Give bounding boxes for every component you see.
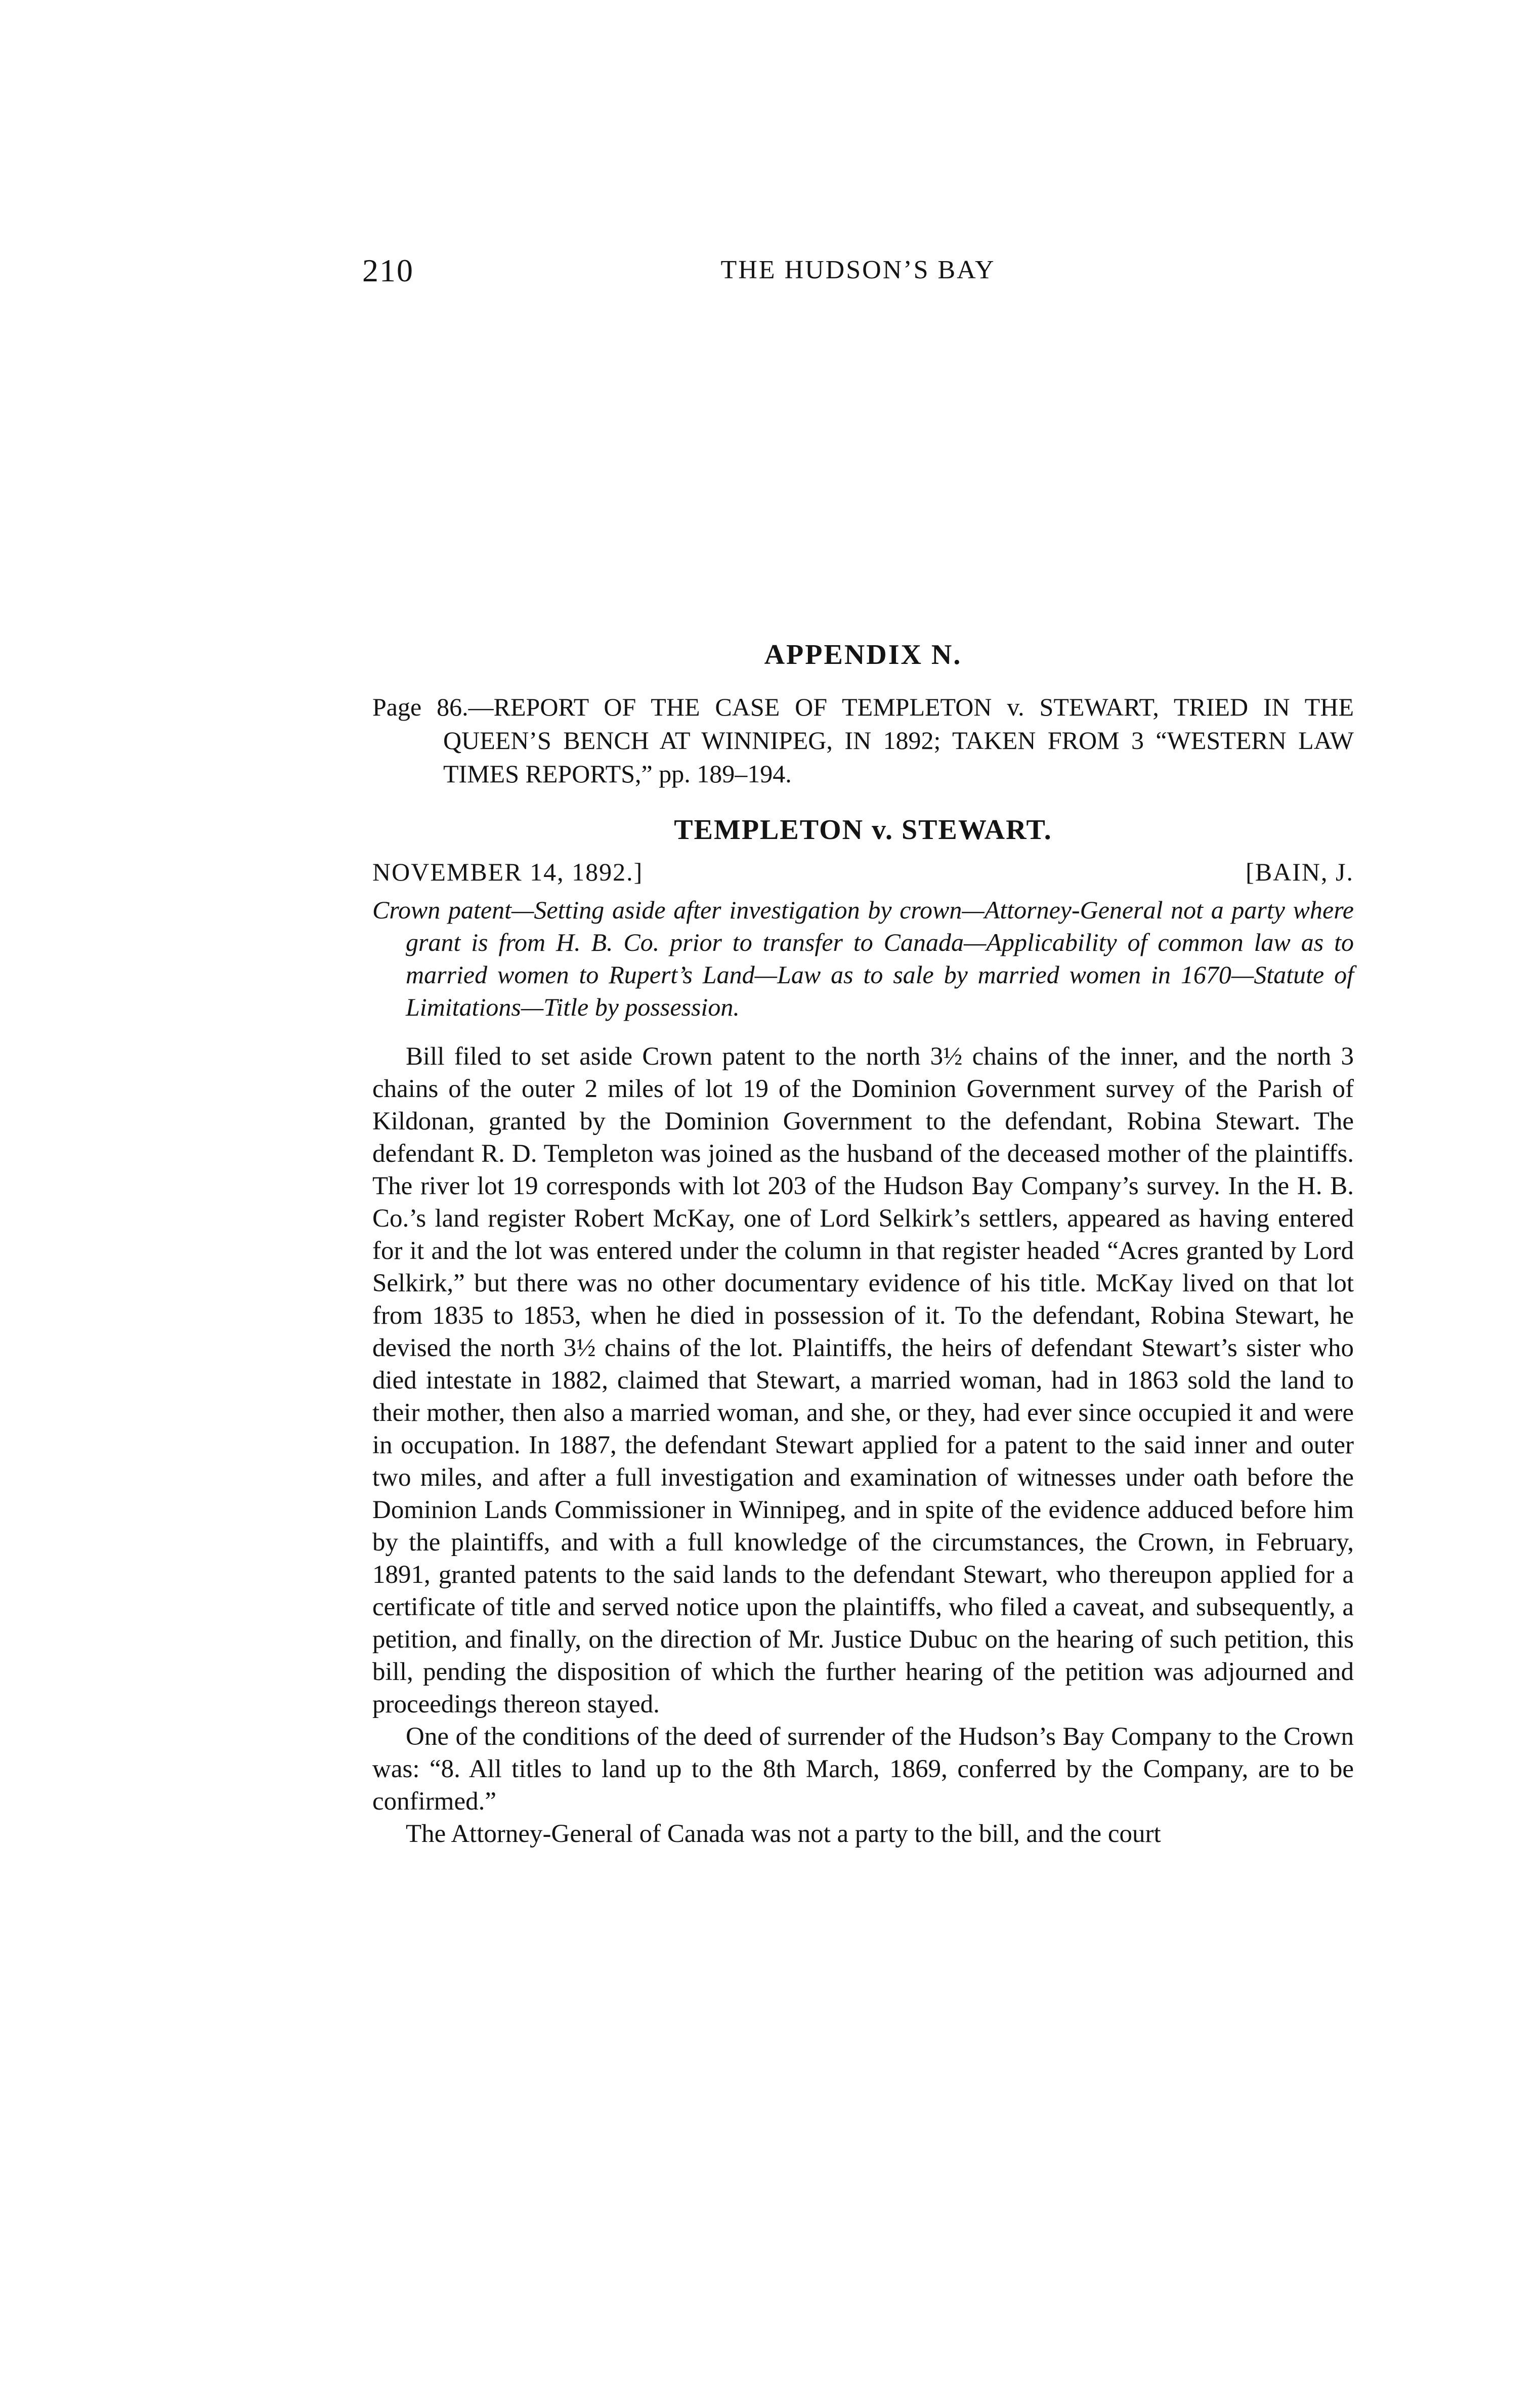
body-paragraph: One of the conditions of the deed of surrender of the Hudson’s Bay Company to the Crown was: “8. All titles to land up to the 8th March, 1869, conferred by the Company, are to be confirmed.” bbox=[372, 1723, 1354, 1816]
report-caption: Page 86.—REPORT OF THE CASE OF TEMPLETON v. STEWART, TRIED IN THE QUEEN’S BENCH AT WINNIPEG, IN 1892; TAKEN FROM 3 “WESTERN LAW TIMES REPORTS,” pp. 189–194. bbox=[372, 693, 1354, 788]
page-content bbox=[372, 639, 1354, 1850]
date-line bbox=[372, 857, 1354, 887]
body-paragraph: Bill filed to set aside Crown patent to the north 3½ chains of the inner, and the north 3 chains of the outer 2 miles of lot 19 of the Dominion Government survey of the Parish of Kildonan, granted by the Dominion Government to the defendant, Robina Stewart. The defendant R. D. Templeton was joined as the husband of the deceased mother of the plaintiffs. The river lot 19 corresponds with lot 203 of the Hudson Bay Company’s survey. In the H. B. Co.’s land register Robert McKay, one of Lord Selkirk’s settlers, appeared as having entered for it and the lot was entered under the column in that register headed “Acres granted by Lord Selkirk,” but there was no other documentary evidence of his title. McKay lived on that lot from 1835 to 1853, when he died in possession of it. To the defendant, Robina Stewart, he devised the north 3½ chains of the lot. Plaintiffs, the heirs of defendant Stewart’s sister who died intestate in 1882, claimed that Stewart, a married woman, had in 1863 sold the land to their mother, then also a married woman, and she, or they, had ever since occupied it and were in occupation. In 1887, the defendant Stewart applied for a patent to the said inner and outer two miles, and after a full investigation and examination of witnesses under oath before the Dominion Lands Commissioner in Winnipeg, and in spite of the evidence adduced before him by the plaintiffs, and with a full knowledge of the circumstances, the Crown, in February, 1891, granted patents to the said lands to the defendant Stewart, who thereupon applied for a certificate of title and served notice upon the plaintiffs, who filed a caveat, and subsequently, a petition, and finally, on the direction of Mr. Justice Dubuc on the hearing of such petition, this bill, pending the disposition of which the further hearing of the petition was adjourned and proceedings thereon stayed. bbox=[372, 1042, 1354, 1718]
decision-date: NOVEMBER 14, 1892.] bbox=[372, 858, 644, 886]
headnote: Crown patent—Setting aside after investigation by crown—Attorney-General not a party where grant is from H. B. Co. prior to transfer to Canada—Applicability of common law as to married women to Rupert’s Land—Law as to sale by married women in 1670—Statute of Limitations—Title by possession. bbox=[372, 896, 1354, 1021]
running-title: THE HUDSON’S BAY bbox=[720, 256, 996, 284]
case-title: TEMPLETON v. STEWART. bbox=[674, 814, 1052, 846]
judge-name: [BAIN, J. bbox=[1246, 858, 1354, 886]
appendix-heading: APPENDIX N. bbox=[764, 639, 962, 670]
running-head bbox=[362, 252, 1354, 292]
page-number: 210 bbox=[362, 253, 414, 288]
body-paragraph: The Attorney-General of Canada was not a party to the bill, and the court bbox=[406, 1820, 1161, 1848]
